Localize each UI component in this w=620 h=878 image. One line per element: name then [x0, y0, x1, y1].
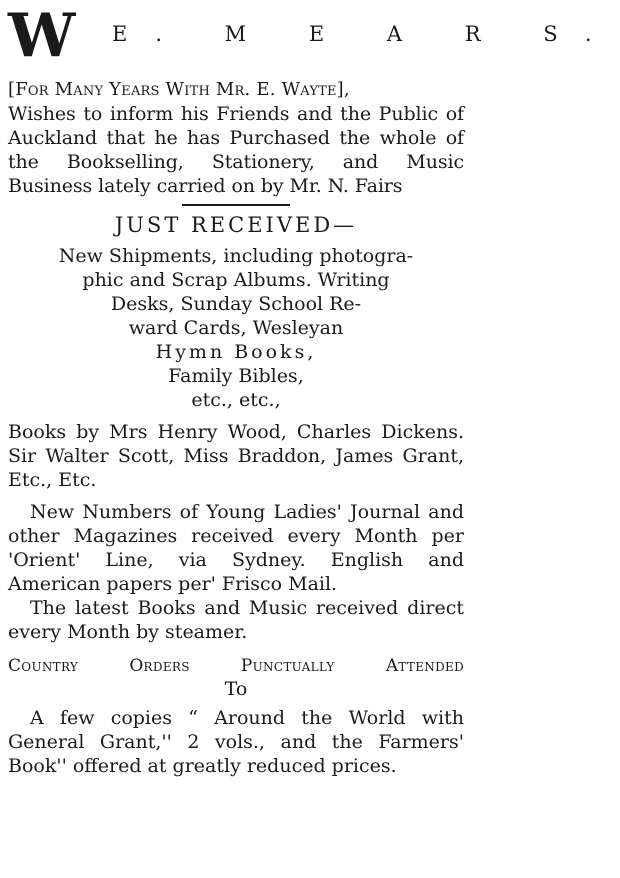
just-received-heading: JUST RECEIVED—	[114, 213, 358, 237]
drop-cap-initial: W	[8, 1, 75, 71]
received-line: phic and Scrap Albums. Writing	[82, 269, 390, 291]
former-employer-line: [For Many Years With Mr. E. Wayte],	[8, 79, 350, 100]
divider-rule	[182, 204, 290, 206]
firm-name	[8, 0, 620, 78]
intro-paragraph: Wishes to inform his Friends and the Public of Auckland that he has Purchased the whole of the Bookselling, Stationery, and Music Business lately carried on by Mr. N. Fairs	[8, 103, 464, 197]
country-orders-line: Country Orders Punctually Attended	[8, 656, 464, 676]
received-line: Hymn Books,	[155, 341, 317, 363]
received-list	[8, 244, 464, 412]
received-line: ward Cards, Wesleyan	[128, 317, 344, 339]
received-line: New Shipments, including photogra-	[58, 245, 414, 267]
firm-name-rest: E. M E A R S.	[112, 22, 620, 46]
received-line: Desks, Sunday School Re-	[110, 293, 362, 315]
latest-paragraph: The latest Books and Music received direct every Month by steamer.	[8, 597, 464, 643]
country-orders-to: To	[224, 678, 248, 700]
received-line: etc., etc.,	[191, 389, 281, 411]
final-paragraph: A few copies “ Around the World with General Grant,'' 2 vols., and the Farmers' Book'' offered at greatly reduced prices.	[8, 707, 464, 777]
books-paragraph: Books by Mrs Henry Wood, Charles Dickens. Sir Walter Scott, Miss Braddon, James Grant, Etc., Etc.	[8, 421, 464, 491]
received-line: Family Bibles,	[168, 365, 304, 387]
journal-paragraph: New Numbers of Young Ladies' Journal and other Magazines received every Month per 'Orient' Line, via Sydney. English and American papers per' Frisco Mail.	[8, 501, 464, 595]
